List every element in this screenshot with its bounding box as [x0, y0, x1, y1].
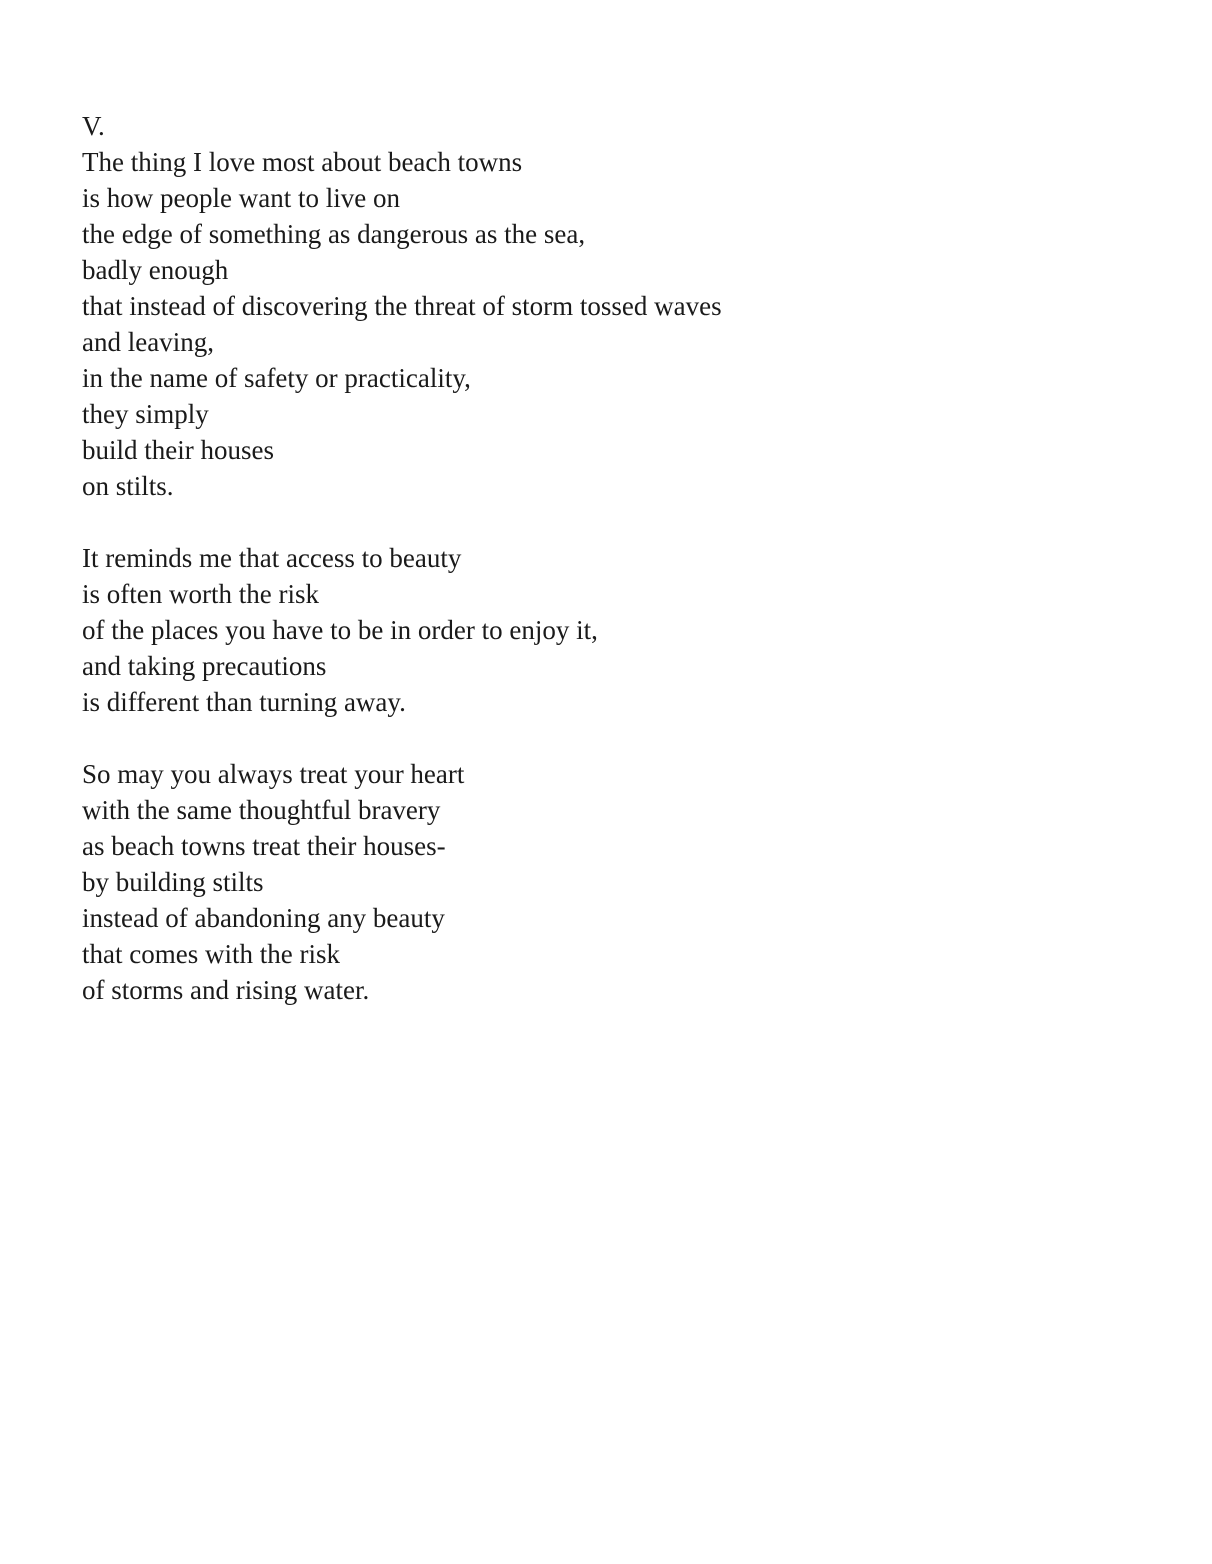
poem-line: is often worth the risk: [82, 579, 319, 609]
poem-line: the edge of something as dangerous as the sea,: [82, 219, 586, 249]
stanza-1: [82, 144, 1162, 504]
poem-line: and taking precautions: [82, 651, 327, 681]
poem-page: [82, 108, 1162, 1008]
poem-line: that comes with the risk: [82, 939, 340, 969]
poem-line: of the places you have to be in order to enjoy it,: [82, 615, 598, 645]
poem-line: that instead of discovering the threat of storm tossed waves: [82, 291, 722, 321]
poem-line: by building stilts: [82, 867, 264, 897]
stanza-2: [82, 540, 1162, 720]
poem-line: It reminds me that access to beauty: [82, 543, 462, 573]
stanza-break: [82, 504, 1162, 540]
poem-line: and leaving,: [82, 327, 214, 357]
stanza-break: [82, 720, 1162, 756]
section-number: V.: [82, 111, 105, 141]
poem-line: The thing I love most about beach towns: [82, 147, 523, 177]
poem-line: So may you always treat your heart: [82, 759, 465, 789]
poem-line: in the name of safety or practicality,: [82, 363, 471, 393]
poem-line: of storms and rising water.: [82, 975, 370, 1005]
stanza-3: [82, 756, 1162, 1008]
poem-line: with the same thoughtful bravery: [82, 795, 441, 825]
poem-line: on stilts.: [82, 471, 174, 501]
poem-line: build their houses: [82, 435, 274, 465]
poem-line: badly enough: [82, 255, 229, 285]
poem-line: is how people want to live on: [82, 183, 400, 213]
poem-line: instead of abandoning any beauty: [82, 903, 445, 933]
poem-line: is different than turning away.: [82, 687, 406, 717]
poem-line: they simply: [82, 399, 209, 429]
poem-line: as beach towns treat their houses-: [82, 831, 446, 861]
